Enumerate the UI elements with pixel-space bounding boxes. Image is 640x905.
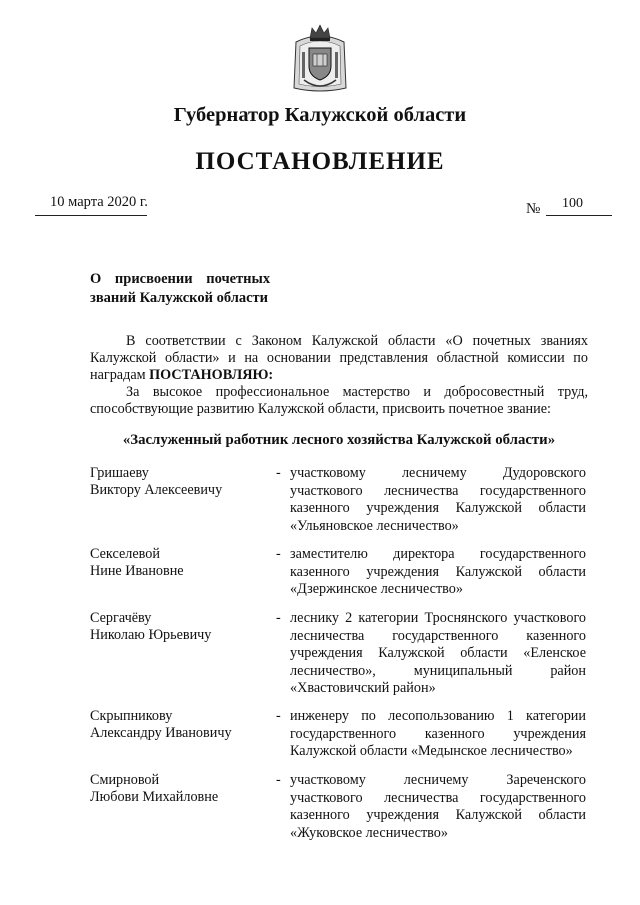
position-line: инженеру по лесопользованию 1 категории [290,708,586,724]
position-line: участковому лесничему Дудоровского [290,465,586,481]
preamble-text: В соответствии с Законом Калужской области «О почетных званиях Калужской области» и на основании представления областной комиссии по наградам [90,333,588,383]
entry-dash: - [276,708,281,724]
number-underline [546,215,612,216]
awardee-given-names: Александру Ивановичу [90,725,232,741]
awardee-surname: Сергачёву [90,610,152,626]
position-line: участкового лесничества государственного [290,789,586,806]
awardee-surname: Смирновой [90,772,160,788]
awardee-surname: Гришаеву [90,465,149,481]
position-line: «Жуковское лесничество» [290,824,448,841]
awardee-position [290,708,586,761]
position-line: казенного учреждения Калужской области [290,807,586,823]
position-line: «Ульяновское лесничество» [290,517,459,534]
awardee-position [290,546,586,599]
entry-dash: - [276,546,281,562]
position-line: заместителю директора государственного [290,546,586,562]
honorary-title: «Заслуженный работник лесного хозяйства Калужской области» [122,432,556,448]
awardee-given-names: Любови Михайловне [90,789,219,805]
position-line: лесничество», муниципальный район [290,662,586,679]
position-line: лесничества государственного казенного [290,627,586,644]
awardee-name [90,465,270,499]
entry-dash: - [276,465,281,481]
position-line: Калужской области «Медынское лесничество» [290,743,573,759]
subject-line: званий Калужской области [90,290,269,306]
position-line: государственного казенного учреждения [290,725,586,742]
awardee-name [90,772,270,806]
position-line: казенного учреждения Калужской области [290,500,586,516]
awardee-position [290,772,586,842]
position-line: леснику 2 категории Троснянского участкового [290,610,586,626]
issuing-authority: Губернатор Калужской области [173,104,467,126]
position-line: «Дзержинское лесничество» [290,581,463,597]
document-number: 100 [562,196,583,211]
awardee-name [90,546,270,580]
position-line: «Хвастовичский район» [290,680,436,696]
position-line: участкового лесничества государственного [290,482,586,499]
coat-of-arms-icon [290,22,350,94]
awardee-surname: Скрыпникову [90,708,173,724]
awardee-given-names: Виктору Алексеевичу [90,482,223,498]
date-underline [35,215,147,216]
awardee-position [290,610,586,698]
position-line: участковому лесничему Зареченского [290,772,586,788]
awardee-given-names: Нине Ивановне [90,563,184,579]
awardee-name [90,610,270,644]
awardee-name [90,708,270,742]
decree-keyword: ПОСТАНОВЛЯЮ: [149,367,274,383]
awardee-surname: Секселевой [90,546,160,562]
entry-dash: - [276,610,281,626]
awardee-given-names: Николаю Юрьевичу [90,627,212,643]
preamble-paragraph [90,333,588,384]
award-paragraph-text: За высокое профессиональное мастерство и добросовестный труд, способствующие развитию Калужской области, присвоить почетное звание: [90,384,588,417]
awardee-position [290,465,586,535]
position-line: учреждения Калужской области «Еленское [290,645,586,661]
subject-line: О присвоении почетных [90,271,271,287]
position-line: казенного учреждения Калужской области [290,563,586,580]
number-label: № [526,201,541,217]
award-paragraph [90,384,588,418]
document-date: 10 марта 2020 г. [50,194,148,210]
document-subject [90,270,290,308]
entry-dash: - [276,772,281,788]
document-type-title: ПОСТАНОВЛЕНИЕ [195,148,445,175]
